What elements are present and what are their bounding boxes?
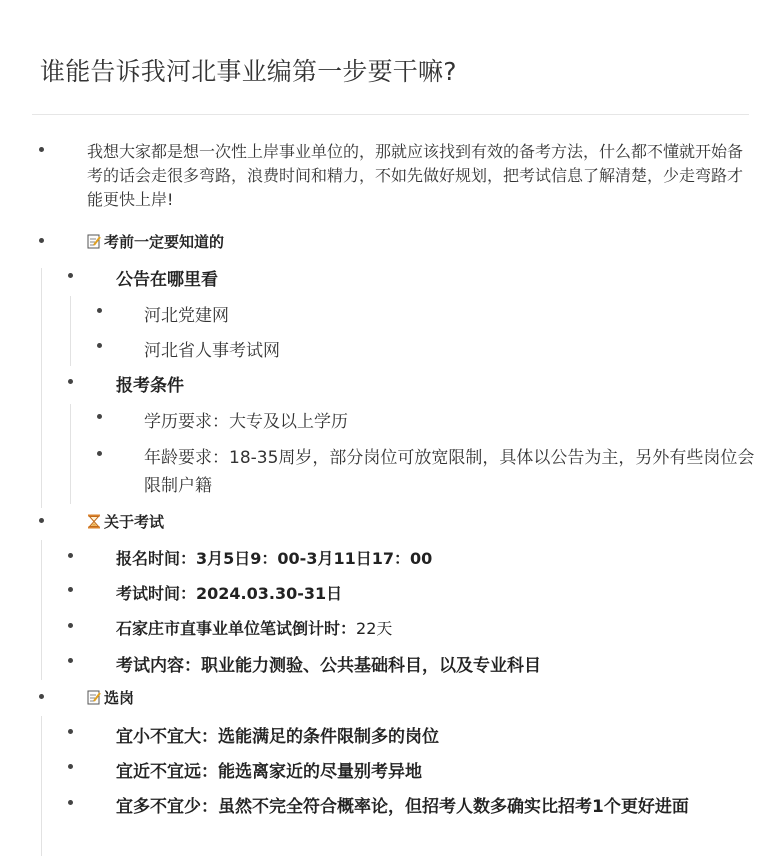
intro-text: 我想大家都是想一次性上岸事业单位的，那就应该找到有效的备考方法，什么都不懂就开始备考的话会走很多弯路，浪费时间和精力，不如先做好规划，把考试信息了解清楚，少走弯路才能更快上岸! bbox=[87, 142, 744, 209]
hourglass-icon bbox=[87, 514, 101, 529]
tip-item: 宜近不宜远：能选离家近的尽量别考异地 bbox=[116, 762, 422, 782]
section-heading-exam: 关于考试 bbox=[87, 511, 164, 532]
list-item: 河北省人事考试网 bbox=[144, 341, 280, 361]
list-item: 年龄要求：18-35周岁，部分岗位可放宽限制，具体以公告为主，另外有些岗位会限制户籍 bbox=[144, 448, 755, 496]
list-bullet bbox=[39, 147, 44, 152]
list-bullet bbox=[97, 414, 102, 419]
list-bullet bbox=[97, 343, 102, 348]
section-heading-prep: 考前一定要知道的 bbox=[87, 231, 224, 252]
subheading-notice: 公告在哪里看 bbox=[116, 270, 218, 290]
list-item: 学历要求：大专及以上学历 bbox=[144, 412, 348, 432]
list-bullet bbox=[68, 623, 73, 628]
list-bullet bbox=[39, 694, 44, 699]
page-title: 谁能告诉我河北事业编第一步要干嘛? bbox=[40, 57, 457, 86]
tip-item: 宜多不宜少：虽然不完全符合概率论，但招考人数多确实比招考1个更好进面 bbox=[116, 797, 689, 817]
indent-guide bbox=[41, 268, 42, 508]
list-bullet bbox=[68, 587, 73, 592]
exam-info-item: 考试时间：2024.03.30-31日 bbox=[116, 584, 343, 603]
list-bullet bbox=[68, 764, 73, 769]
list-bullet bbox=[97, 451, 102, 456]
indent-guide bbox=[41, 540, 42, 680]
subheading-requirements: 报考条件 bbox=[116, 376, 184, 396]
memo-icon bbox=[87, 690, 101, 705]
list-bullet bbox=[68, 379, 73, 384]
indent-guide bbox=[70, 404, 71, 504]
title-divider bbox=[32, 114, 749, 115]
list-bullet bbox=[68, 273, 73, 278]
list-bullet bbox=[39, 238, 44, 243]
list-bullet bbox=[68, 729, 73, 734]
memo-icon bbox=[87, 234, 101, 249]
exam-info-item: 考试内容：职业能力测验、公共基础科目，以及专业科目 bbox=[116, 656, 541, 676]
list-bullet bbox=[39, 518, 44, 523]
list-bullet bbox=[97, 308, 102, 313]
list-bullet bbox=[68, 658, 73, 663]
indent-guide bbox=[70, 296, 71, 366]
indent-guide bbox=[41, 716, 42, 856]
section-heading-choose: 选岗 bbox=[87, 687, 134, 708]
list-bullet bbox=[68, 800, 73, 805]
tip-item: 宜小不宜大：选能满足的条件限制多的岗位 bbox=[116, 727, 439, 747]
exam-info-item: 石家庄市直事业单位笔试倒计时：22天 bbox=[116, 619, 393, 638]
exam-info-item: 报名时间：3月5日9：00-3月11日17：00 bbox=[116, 549, 433, 568]
list-item: 河北党建网 bbox=[144, 306, 229, 326]
list-bullet bbox=[68, 553, 73, 558]
